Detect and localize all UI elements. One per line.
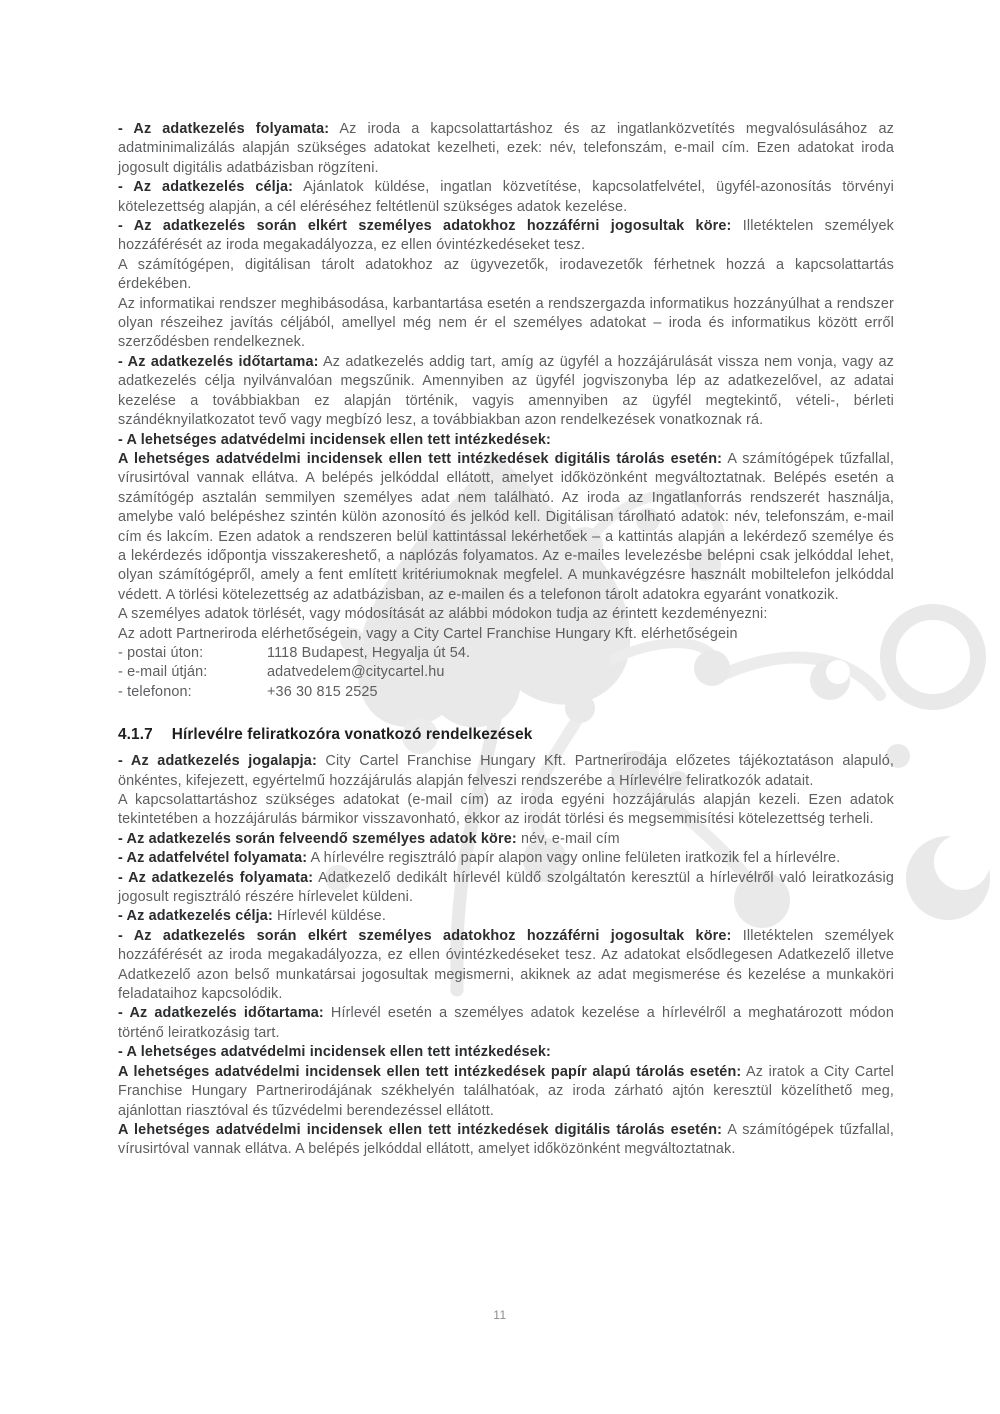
paragraph-lead: - Az adatkezelés célja: — [118, 908, 273, 925]
paragraph-lead: - Az adatkezelés során felveendő személyes adatok köre: — [118, 830, 517, 847]
paragraph — [118, 1121, 894, 1160]
paragraph — [118, 1043, 894, 1062]
paragraph — [118, 830, 894, 849]
paragraph-lead: - Az adatkezelés folyamata: — [118, 121, 330, 137]
paragraph — [118, 869, 894, 908]
contact-label: - e-mail útján: — [118, 664, 208, 681]
paragraph-text: Az iroda a kapcsolattartáshoz és az ingatlanközvetítés megvalósulásához az adatminimalizálás alapján szükséges adatokat kezelheti, ezek: név, telefonszám, e-mail cím. Ezen adatokat iroda jogosult digitális adatbázisban rögzíteni. — [118, 121, 894, 176]
paragraph-text: Az adatkezelés addig tart, amíg az ügyfél a hozzájárulását vissza nem vonja, vagy az adatkezelés célja nyilvánvalóan megszűnik. Amennyiben az ügyfél jogviszonyba lép az adatkezelővel, az adatai kezelése a továbbiakban ez alapján történik, vagyis amennyiben az ügyfél megtekintő, vételi-, bérleti szándéknyilatkozatot tevő vagy megbízó lesz, a továbbiakban azon rendelkezések vonatkoznak rá. — [118, 353, 895, 429]
paragraph-lead: - Az adatkezelés folyamata: — [118, 869, 314, 886]
paragraph-lead: - Az adatkezelés során elkért személyes adatokhoz hozzáférni jogosultak köre: — [118, 218, 732, 235]
paragraph-lead: - Az adatkezelés időtartama: — [118, 1005, 324, 1022]
paragraph-text: Adatkezelő dedikált hírlevél küldő szolgáltatón keresztül a hírlevélről való leiratkozásig jogosult regisztráló részére hírlevelet küldeni. — [118, 869, 894, 906]
paragraph — [118, 353, 894, 431]
paragraph-text: Ajánlatok küldése, ingatlan közvetítése, kapcsolatfelvétel, ügyfél-azonosítás törvényi kötelezettség alapján, a cél eléréséhez feltétlenül szükséges adatok kezelése. — [118, 179, 894, 215]
contact-label: - postai úton: — [118, 644, 204, 661]
paragraph — [118, 1063, 894, 1121]
paragraph-text: Illetéktelen személyek hozzáférését az iroda megakadályozza, ez ellen óvintézkedéseket tesz. Az adatokat elsődlegesen Adatkezelő illetve Adatkezelő azon belső munkatársai jogosultak megismerni, akiknek az adat megismerése és kezelése a munkaköri feladataihoz kapcsolódik. — [118, 927, 894, 1003]
paragraph-text: Az adott Partneriroda elérhetőségein, vagy a City Cartel Franchise Hungary Kft. elérhetőségein — [118, 625, 738, 642]
paragraph — [118, 927, 894, 1005]
contact-value-email-address: adatvedelem@citycartel.hu — [267, 664, 445, 681]
paragraph — [118, 256, 894, 295]
paragraph-lead: A lehetséges adatvédelmi incidensek ellen tett intézkedések papír alapú tárolás esetén: — [118, 1063, 742, 1080]
paragraph-text: Illetéktelen személyek hozzáférését az iroda megakadályozza, ez ellen óvintézkedéseket tesz. — [118, 218, 894, 254]
paragraph — [118, 625, 894, 644]
paragraph — [118, 178, 894, 217]
paragraph — [118, 791, 894, 830]
paragraph — [118, 450, 894, 605]
paragraph-text: A számítógépen, digitálisan tárolt adatokhoz az ügyvezetők, irodavezetők férhetnek hozzá a kapcsolattartás érdekében. — [118, 256, 894, 293]
paragraph-text: Hírlevél esetén a személyes adatok kezelése a hírlevélről a meghatározott módon történő leiratkozásig tart. — [118, 1005, 894, 1041]
paragraph — [118, 752, 894, 791]
contact-row-email — [118, 663, 894, 682]
paragraph-lead: - Az adatfelvétel folyamata: — [118, 850, 308, 867]
paragraph-lead: A lehetséges adatvédelmi incidensek ellen tett intézkedések digitális tárolás esetén: — [118, 450, 723, 467]
paragraph-text: A számítógépek tűzfallal, vírusirtóval vannak ellátva. A belépés jelkóddal ellátott, amelyet időközönként megváltoztatnak. Belépés esetén a számítógép asztalán semmilyen személyes adat nem található. Az iroda az Ingatlanforrás rendszerét használja, amelybe való belépéshez szintén külön azonosító és jelkód kell. Digitálisan tárolható adatok: név, telefonszám, e-mail cím és lakcím. Ezen adatok a rendszeren belül kattintással lekérhetőek – a kattintás alapján a lekérdező személye és a lekérdezés időpontja visszakereshető, a naplózás folyamatos. Az e-mailes levelezésbe belépni csak jelkóddal lehet, olyan számítógépről, amely a fent említett kritériumoknak megfelel. A munkavégzésre használt mobiltelefon jelkóddal védett. A törlési kötelezettség az adatbázisban, az e-mailen és a telefonon tárolt adatokra egyaránt vonatkozik. — [118, 450, 894, 603]
paragraph-text: név, e-mail cím — [516, 830, 620, 847]
paragraph-text: Az informatikai rendszer meghibásodása, karbantartása esetén a rendszergazda informatikus hozzányúlhat a rendszer olyan részeihez javítás céljából, amellyel még nem ér el személyes adatokat – iroda és informatikus között erről szerződésben rendelkeznek. — [118, 295, 894, 351]
paragraph — [118, 431, 894, 450]
paragraph-text: Az iratok a City Cartel Franchise Hungary Partnerirodájának székhelyén találhatóak, az iroda zárható ajtón keresztül közelíthető meg, ajánlottan riasztóval és tűzvédelmi berendezéssel ellátott. — [118, 1063, 895, 1119]
paragraph-lead: - A lehetséges adatvédelmi incidensek ellen tett intézkedések: — [118, 1044, 551, 1061]
page-content — [118, 120, 894, 1160]
paragraph-lead: - Az adatkezelés jogalapja: — [118, 753, 317, 770]
page-number: 11 — [493, 1308, 507, 1322]
paragraph — [118, 217, 894, 256]
paragraph-lead: - A lehetséges adatvédelmi incidensek ellen tett intézkedések: — [118, 431, 551, 448]
paragraph-text: A kapcsolattartáshoz szükséges adatokat (e-mail cím) az iroda egyéni hozzájárulás alapján kezeli. Ezen adatok tekintetében a hozzájárulás bármikor visszavonható, ekkor az irodát törlési és megsemmisítési kötelezettség terheli. — [118, 792, 894, 828]
paragraph-lead: - Az adatkezelés célja: — [118, 179, 294, 196]
contact-value-phone-number: +36 30 815 2525 — [267, 683, 378, 700]
contact-value-postal-address: 1118 Budapest, Hegyalja út 54. — [267, 644, 471, 661]
contact-label: - telefonon: — [118, 683, 192, 700]
paragraph — [118, 605, 894, 624]
paragraph-text: A hírlevélre regisztráló papír alapon vagy online felületen iratkozik fel a hírlevélre. — [307, 850, 841, 867]
paragraph-lead: - Az adatkezelés során elkért személyes adatokhoz hozzáférni jogosultak köre: — [118, 927, 732, 944]
paragraph — [118, 1004, 894, 1043]
contact-row-phone — [118, 683, 894, 702]
paragraph — [118, 295, 894, 353]
section-number: 4.1.7 — [118, 726, 153, 744]
paragraph-lead: - Az adatkezelés időtartama: — [118, 353, 319, 370]
paragraph — [118, 120, 894, 178]
paragraph — [118, 907, 894, 926]
paragraph-text: Hírlevél küldése. — [272, 908, 386, 925]
section-heading-4-1-7 — [118, 725, 894, 745]
paragraph-text: City Cartel Franchise Hungary Kft. Partnerirodája előzetes tájékoztatáson alapuló, önkéntes, kifejezett, egyértelmű hozzájárulás alapján felveszi rendszerébe a Hírlevélre feliratkozók adatait. — [118, 753, 894, 789]
paragraph-text: A személyes adatok törlését, vagy módosítását az alábbi módokon tudja az érintett kezdeményezni: — [118, 606, 768, 623]
paragraph-lead: A lehetséges adatvédelmi incidensek ellen tett intézkedések digitális tárolás esetén: — [118, 1121, 723, 1138]
contact-row-postal — [118, 644, 894, 663]
paragraph-text: A számítógépek tűzfallal, vírusirtóval vannak ellátva. A belépés jelkóddal ellátott, amelyet időközönként megváltoztatnak. — [118, 1121, 894, 1158]
paragraph — [118, 849, 894, 868]
section-title: Hírlevélre feliratkozóra vonatkozó rendelkezések — [171, 726, 533, 744]
